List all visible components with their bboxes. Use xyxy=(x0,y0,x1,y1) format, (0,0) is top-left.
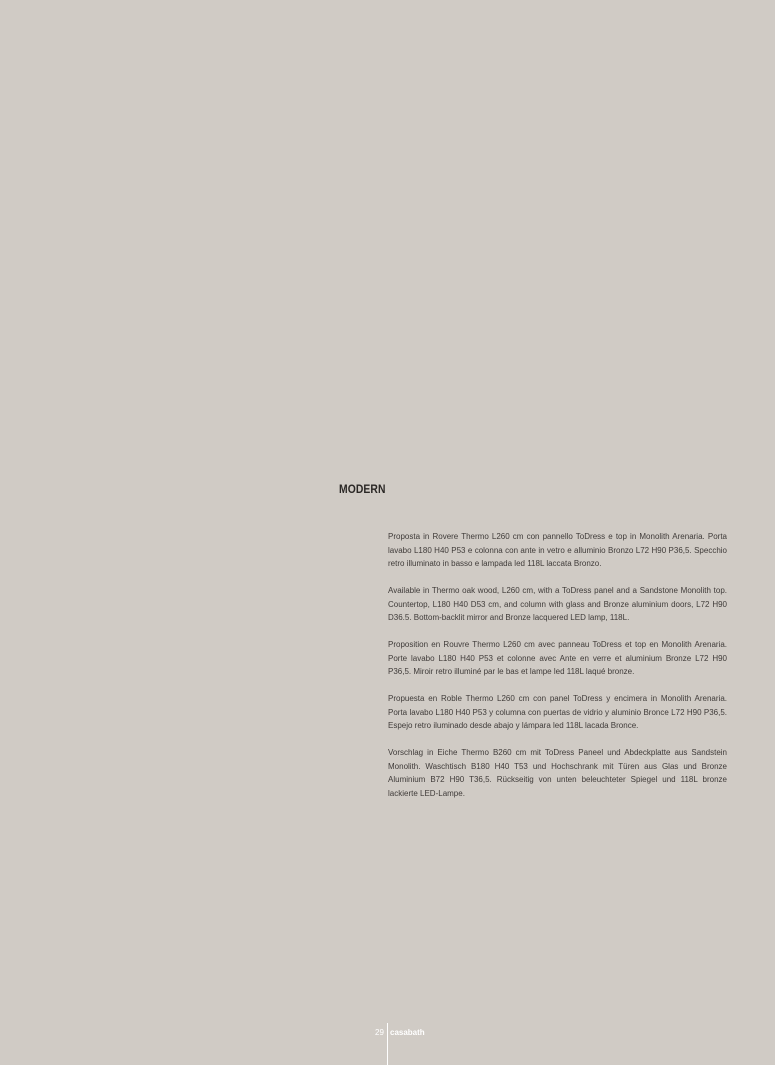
product-description xyxy=(388,530,727,814)
page-number: 29 xyxy=(375,1028,384,1037)
description-german: Vorschlag in Eiche Thermo B260 cm mit ToDress Paneel und Abdeckplatte aus Sandstein Monolith. Waschtisch B180 H40 T53 und Hochschrank mit Türen aus Glas und Bronze Aluminium B72 H90 T36,5. Rückseitig von unten beleuchteter Spiegel und 118L bronze lackierte LED-Lampe. xyxy=(388,748,727,798)
description-english: Available in Thermo oak wood, L260 cm, with a ToDress panel and a Sandstone Monolith top. Countertop, L180 H40 D53 cm, and column with glass and Bronze aluminium doors, L72 H90 D36.5. Bottom-backlit mirror and Bronze lacquered LED lamp, 118L. xyxy=(388,586,727,622)
brand-name: casabath xyxy=(390,1028,425,1037)
footer-divider xyxy=(387,1023,388,1065)
description-italian: Proposta in Rovere Thermo L260 cm con pannello ToDress e top in Monolith Arenaria. Porta lavabo L180 H40 P53 e colonna con ante in vetro e alluminio Bronzo L72 H90 P36,5. Specchio retro illuminato in basso e lampada led 118L laccata Bronzo. xyxy=(388,532,727,568)
section-title: MODERN xyxy=(339,484,386,496)
description-spanish: Propuesta en Roble Thermo L260 cm con panel ToDress y encimera in Monolith Arenaria. Porta lavabo L180 H40 P53 y columna con puertas de vidrio y aluminio Bronce L72 H90 P36,5. Espejo retro iluminado desde abajo y lámpara led 118L lacada Bronce. xyxy=(388,694,727,730)
description-french: Proposition en Rouvre Thermo L260 cm avec panneau ToDress et top en Monolith Arenaria. Porte lavabo L180 H40 P53 et colonne avec Ante en verre et aluminium Bronze L72 H90 P36,5. Miroir retro illuminé par le bas et lampe led 118L laqué bronze. xyxy=(388,640,727,676)
